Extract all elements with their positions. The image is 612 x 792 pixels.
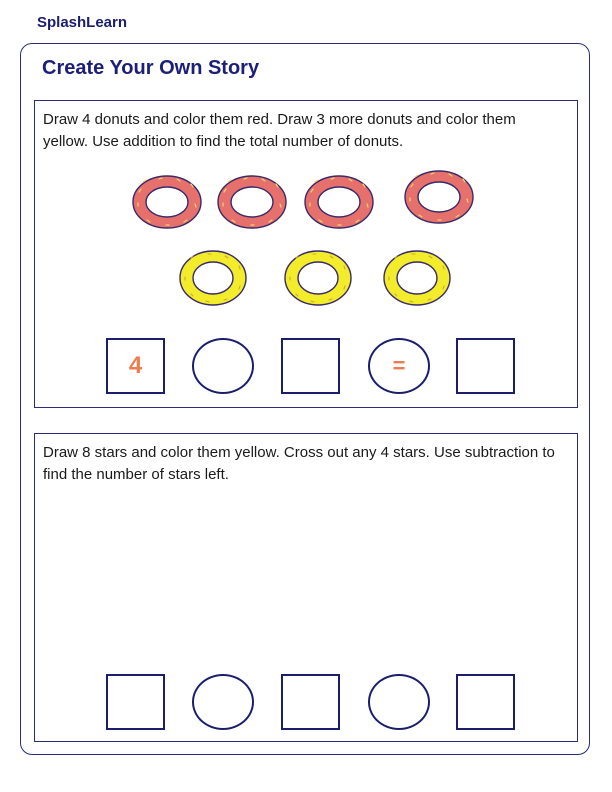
- answer-box[interactable]: [456, 338, 515, 394]
- red-donut: [405, 171, 473, 223]
- problem-2-prompt: Draw 8 stars and color them yellow. Cross out any 4 stars. Use subtraction to find the number of stars left.: [43, 444, 555, 483]
- equals-circle: =: [368, 338, 430, 394]
- worksheet-title: Create Your Own Story: [42, 57, 260, 79]
- problem-1-panel: [34, 100, 578, 408]
- operator-circle[interactable]: [192, 674, 254, 730]
- subtrahend-box[interactable]: [281, 674, 340, 730]
- red-donut: [305, 176, 373, 228]
- problem-1-prompt: Draw 4 donuts and color them red. Draw 3 more donuts and color them yellow. Use addition to find the total number of donuts.: [43, 111, 516, 150]
- yellow-donut: [180, 251, 246, 305]
- addend-2-box[interactable]: [281, 338, 340, 394]
- operator-circle[interactable]: [192, 338, 254, 394]
- answer-box[interactable]: [456, 674, 515, 730]
- equals-circle[interactable]: [368, 674, 430, 730]
- red-donut: [133, 176, 201, 228]
- minuend-box[interactable]: [106, 674, 165, 730]
- yellow-donut: [285, 251, 351, 305]
- yellow-donut: [384, 251, 450, 305]
- problem-2-panel: [34, 433, 578, 742]
- addend-1-box[interactable]: 4: [106, 338, 165, 394]
- splashlearn-logo: SplashLearn: [37, 14, 128, 31]
- red-donut: [218, 176, 286, 228]
